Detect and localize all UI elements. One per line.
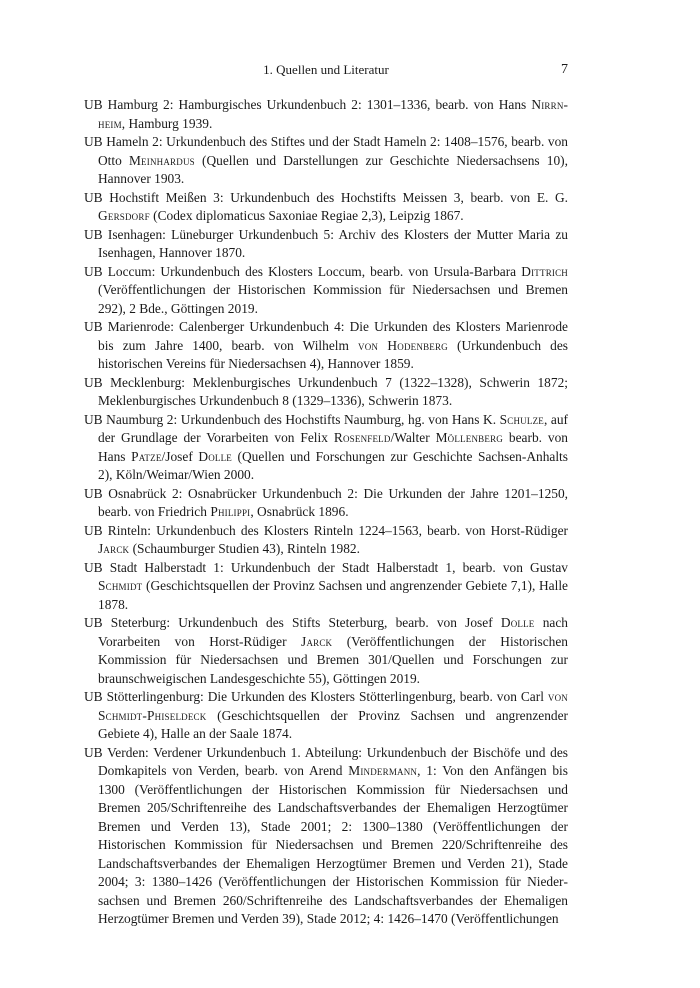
author-name: Meinhardus [128,152,195,168]
entry-text: UB Marienrode: Calenberger Urkundenbuch 4: Die Urkunden des Klosters Marienrode bis zum Jahre 1400, bearb. von Wilhelm [84,319,568,353]
entry-text: (Geschichtsquellen der Provinz Sachsen und angrenzender Gebiete 7,1), Halle 1878. [98,578,568,612]
entry-text: , Hamburg 1939. [121,115,213,131]
entry-text: (Geschichtsquellen der Provinz Sachsen und angrenzender Gebiete 4), Halle an der Saale 1874. [98,707,568,741]
author-name: Dolle [500,615,535,630]
bibliography-entry [84,614,568,688]
running-title: 1. Quellen und Literatur [263,62,389,77]
entry-text: (Quellen und Forschungen zur Geschichte Sachsen-Anhalts 2), Köln/Weimar/Wien 2000. [98,448,568,482]
entry-text: UB Hameln 2: Urkundenbuch des Stiftes und der Stadt Hameln 2: 1408–1576, bearb. von Otto [84,134,568,168]
entry-text: (Schaumburger Studien 43), Rinteln 1982. [129,541,360,556]
entry-text: UB Loccum: Urkundenbuch des Klosters Loccum, bearb. von Ursula-Barbara [84,263,522,279]
bibliography-entry [84,226,568,263]
entry-text: UB Stötterlingenburg: Die Urkunden des Klosters Stötterlingenburg, bearb. von Carl [84,689,548,704]
entry-text: UB Osnabrück 2: Osnabrücker Urkundenbuch 2: Die Urkunden der Jahre 1201–1250, bearb. von Friedrich [84,485,568,519]
bibliography-entry [84,318,568,374]
entry-text: nach Vorarbeiten von Horst-Rüdiger [98,615,568,649]
bibliography-entry [84,374,568,411]
author-name: Patze [131,448,162,464]
entry-text: (Veröffentlichungen der Historischen Kommission für Niedersachsen und Bremen 301/Quellen und Forschungen zur braunschweigischen Landesgeschichte 55), Göttingen 2019. [98,633,568,686]
entry-text: bearb. von Hans [98,430,568,464]
entry-text: , auf der Grundlage der Vorarbeiten von Felix [98,411,568,445]
author-name: Rosenfeld [333,430,391,445]
page-number: 7 [561,62,568,77]
entry-text: UB Hamburg 2: Hamburgisches Urkundenbuch 2: 1301–1336, bearb. von Hans [84,97,532,112]
author-name: Jarck [98,541,130,556]
author-name: von Schmidt-Phiseldeck [98,689,568,723]
entry-text: UB Rinteln: Urkundenbuch des Klosters Rinteln 1224–1563, bearb. von Horst-Rüdiger [84,522,568,538]
author-name: Dolle [198,448,232,464]
entry-text: UB Mecklenburg: Meklenburgisches Urkundenbuch 7 (1322–1328), Schwerin 1872; Meklenburgisches Urkundenbuch 8 (1329–1336), Schwerin 1873. [84,374,568,408]
entry-text: , 1: Von den Anfängen bis 1300 (Veröffentlichungen der Historischen Kommission für Niedersachsen und Bremen 205/Schriftenreihe des Landschaftsverbandes der Ehemaligen Herzogtümer Bremen und Verden 13), Stade 2001; 2: 1300–1380 (Veröffentlichungen der Historischen Kommission für Niedersachsen und Bremen 220/Schriftenreihe des Landschaftsverbandes der Ehemaligen Herzogtümer Bremen und Verden 21), Stade 2004; 3: 1380–1426 (Veröffentlichungen der Historischen Kommission für Niedersachsen und Bremen 260/Schriftenreihe des Landschaftsverbandes der Ehemaligen Herzogtümer Bremen und Verden 39), Stade 2012; 4: 1426–1470 (Veröffentlichungen [98,763,568,926]
author-name: Gersdorf [98,208,150,223]
bibliography-entry [84,411,568,485]
author-name: Schulze [499,411,544,427]
bibliography-entry [84,133,568,189]
bibliography-entry [84,263,568,319]
entry-text: , Osnabrück 1896. [250,504,349,519]
author-name: Dittrich [521,263,568,279]
entry-text: UB Stadt Halberstadt 1: Urkundenbuch der Stadt Halberstadt 1, bearb. von Gustav [84,559,568,575]
author-name: von Hodenberg [358,337,448,353]
bibliography-list [84,96,568,929]
author-name: Möllenberg [435,430,503,445]
bibliography-entry [84,485,568,522]
entry-text: (Urkundenbuch des historischen Vereins für Niedersachsen 4), Hannover 1859. [98,337,568,371]
author-name: Schmidt [98,578,143,593]
entry-text: UB Isenhagen: Lüneburger Urkundenbuch 5: Archiv des Klosters der Mutter Maria zu Isenhagen, Hannover 1870. [84,226,568,260]
running-head [84,62,568,80]
entry-text: /Walter [390,430,436,445]
bibliography-entry [84,559,568,615]
author-name: Jarck [301,633,333,649]
bibliography-entry [84,96,568,133]
entry-text: (Veröffentlichungen der Historischen Kommission für Niedersachsen und Bremen 292), 2 Bde., Göttingen 2019. [98,282,568,316]
bibliography-entry [84,522,568,559]
entry-text: /Josef [161,448,199,464]
author-name: Mindermann [348,763,418,778]
entry-text: UB Naumburg 2: Urkundenbuch des Hochstifts Naumburg, hg. von Hans K. [84,411,500,427]
bibliography-entry [84,688,568,744]
bibliography-entry [84,189,568,226]
entry-text: UB Hochstift Meißen 3: Urkundenbuch des Hochstifts Meissen 3, bearb. von E. G. [84,189,568,205]
entry-text: (Quellen und Darstellungen zur Geschichte Niedersachsens 10), Hannover 1903. [98,152,568,186]
author-name: Philippi [210,504,251,519]
entry-text: UB Steterburg: Urkundenbuch des Stifts Steterburg, bearb. von Josef [84,615,501,630]
entry-text: UB Verden: Verdener Urkundenbuch 1. Abteilung: Urkundenbuch der Bischöfe und des Domkapitels von Verden, bearb. von Arend [84,744,568,778]
entry-text: (Codex diplomaticus Saxoniae Regiae 2,3), Leipzig 1867. [149,208,464,223]
author-name: Nirrnheim [98,97,568,131]
bibliography-entry [84,744,568,929]
